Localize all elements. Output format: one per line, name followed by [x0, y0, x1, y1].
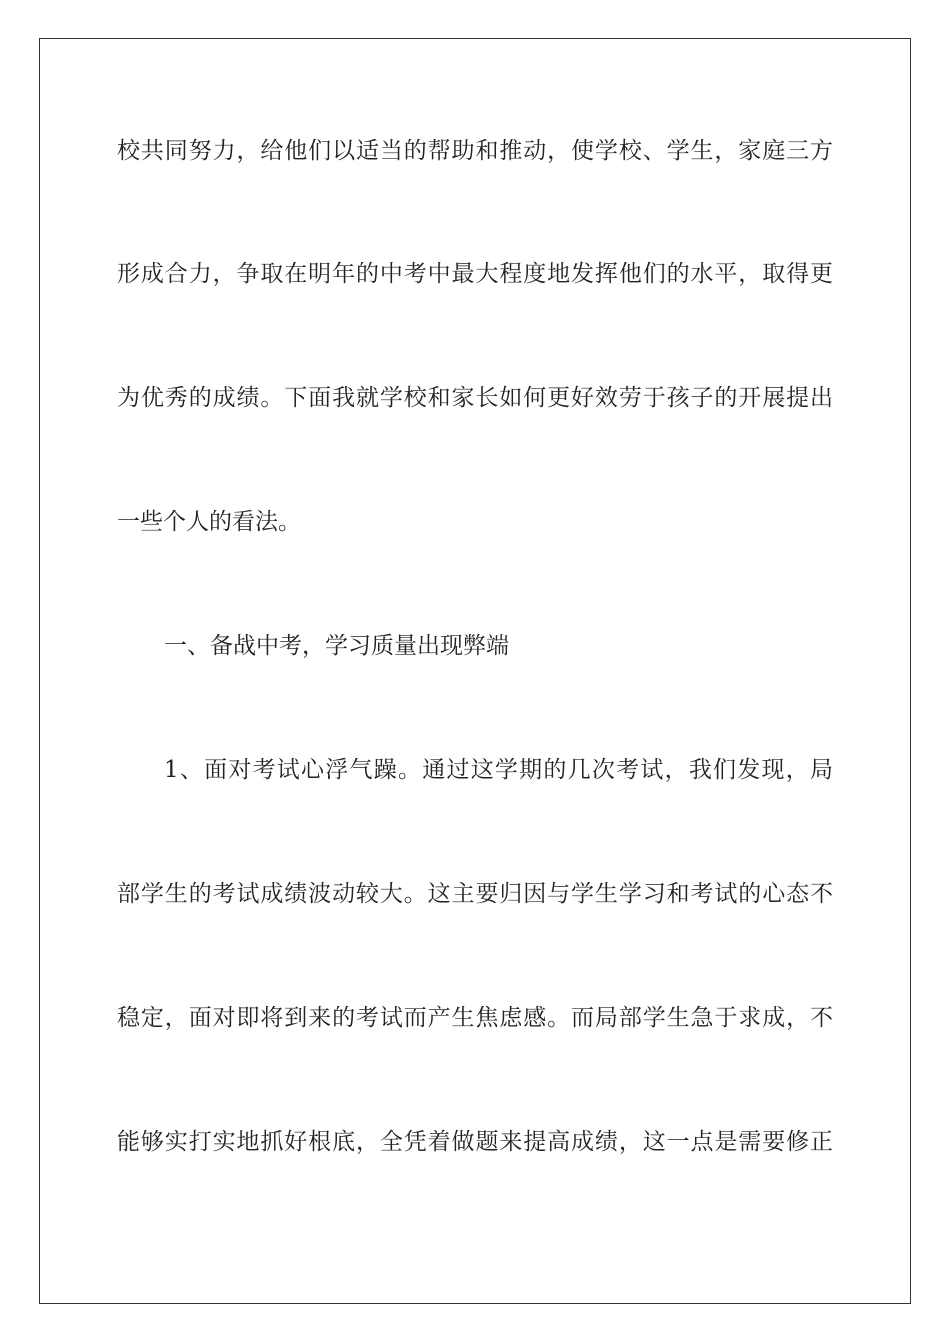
section-heading: 一、备战中考，学习质量出现弊端: [164, 633, 509, 659]
paragraph-line: 为优秀的成绩。下面我就学校和家长如何更好效劳于孩子的开展提出: [117, 385, 833, 411]
paragraph-line: 形成合力，争取在明年的中考中最大程度地发挥他们的水平，取得更: [117, 261, 833, 287]
paragraph-line: 能够实打实地抓好根底，全凭着做题来提高成绩，这一点是需要修正: [117, 1129, 833, 1155]
paragraph-line: 一些个人的看法。: [117, 509, 301, 535]
paragraph-line: 校共同努力，给他们以适当的帮助和推动，使学校、学生，家庭三方: [117, 138, 833, 164]
paragraph-line: 部学生的考试成绩波动较大。这主要归因与学生学习和考试的心态不: [117, 881, 833, 907]
page-border: [39, 38, 911, 1304]
paragraph-line: 1、面对考试心浮气躁。通过这学期的几次考试，我们发现，局: [164, 757, 833, 783]
paragraph-line: 稳定，面对即将到来的考试而产生焦虑感。而局部学生急于求成，不: [117, 1005, 833, 1031]
